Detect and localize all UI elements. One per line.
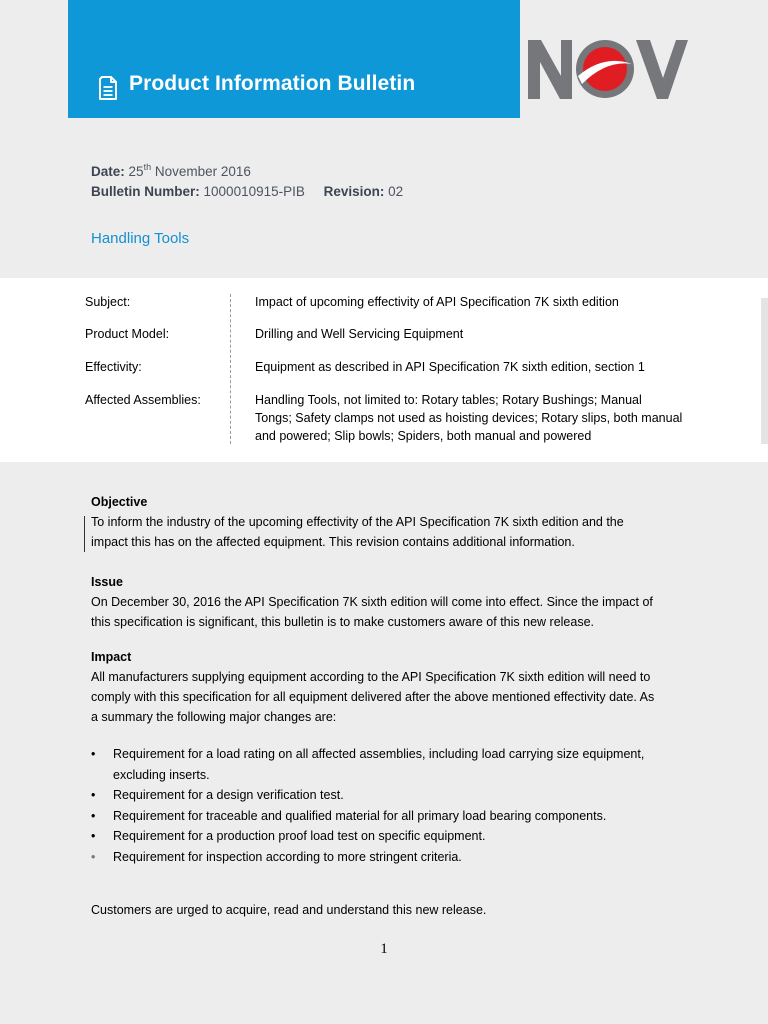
list-item-text: Requirement for a production proof load test on specific equipment.: [113, 829, 486, 843]
list-item-text: Requirement for inspection according to more stringent criteria.: [113, 849, 462, 864]
issue-line: this specification is significant, this bulletin is to make customers aware of this new release.: [91, 615, 595, 629]
objective-heading: Objective: [91, 495, 148, 509]
list-item: [91, 847, 681, 868]
impact-section: [91, 647, 691, 727]
bullet-icon: •: [91, 808, 96, 823]
issue-heading: Issue: [91, 575, 123, 589]
header-banner: [68, 0, 520, 118]
subject-label: Subject:: [85, 295, 131, 309]
date-rest: November 2016: [154, 164, 251, 179]
impact-line: All manufacturers supplying equipment according to the API Specification 7K sixth edition will need to: [91, 670, 651, 684]
date-suffix: th: [143, 161, 152, 172]
objective-line: impact this has on the affected equipment. This revision contains additional information.: [91, 535, 575, 549]
edge-strip: [761, 298, 768, 444]
affected-line: Handling Tools, not limited to: Rotary tables; Rotary Bushings; Manual: [255, 393, 642, 407]
bulletin-value: 1000010915-PIB: [203, 184, 305, 199]
product-model-value: Drilling and Well Servicing Equipment: [255, 327, 464, 341]
page-title: Product Information Bulletin: [129, 72, 416, 95]
impact-heading: Impact: [91, 650, 132, 664]
bullet-icon: •: [91, 747, 96, 761]
list-item-text: Requirement for a design verification test.: [113, 788, 344, 802]
issue-line: On December 30, 2016 the API Specification 7K sixth edition will come into effect. Since the impact of: [91, 595, 653, 609]
subject-value: Impact of upcoming effectivity of API Specification 7K sixth edition: [255, 295, 619, 309]
page-number: 1: [380, 941, 388, 957]
objective-line: To inform the industry of the upcoming effectivity of the API Specification 7K sixth edition and the: [91, 515, 624, 529]
impact-line: comply with this specification for all equipment delivered after the above mentioned effectivity date. As: [91, 690, 655, 704]
bullet-icon: •: [91, 829, 96, 843]
effectivity-label: Effectivity:: [85, 360, 142, 374]
date-line: [91, 162, 403, 182]
closing-text: Customers are urged to acquire, read and understand this new release.: [91, 903, 487, 917]
bullet-icon: •: [91, 788, 96, 802]
date-label: Date:: [91, 164, 125, 179]
list-item: [91, 826, 681, 847]
revision-label: Revision:: [323, 184, 385, 199]
changes-list: [91, 744, 681, 867]
list-item-text: Requirement for traceable and qualified material for all primary load bearing components.: [113, 808, 607, 823]
effectivity-value: Equipment as described in API Specification 7K sixth edition, section 1: [255, 360, 645, 374]
impact-line: a summary the following major changes are:: [91, 710, 337, 724]
affected-label: Affected Assemblies:: [85, 393, 201, 407]
list-item-text: Requirement for a load rating on all affected assemblies, including load carrying size equipment,: [113, 747, 645, 761]
affected-line: Tongs; Safety clamps not used as hoisting devices; Rotary slips, both manual: [255, 411, 683, 425]
bullet-icon: •: [91, 849, 96, 864]
revision-value: 02: [388, 184, 404, 199]
bulletin-label: Bulletin Number:: [91, 184, 200, 199]
affected-value: [255, 391, 695, 445]
product-model-label: Product Model:: [85, 327, 170, 341]
section-title: Handling Tools: [91, 230, 190, 247]
info-table: [0, 278, 768, 462]
date-day: 25: [128, 164, 144, 179]
objective-section: [91, 492, 691, 552]
list-item: [91, 785, 681, 806]
list-item-text: excluding inserts.: [113, 767, 210, 782]
text-cursor: [84, 516, 85, 552]
affected-line: and powered; Slip bowls; Spiders, both manual and powered: [255, 429, 592, 443]
issue-section: [91, 572, 691, 632]
company-logo: [526, 38, 688, 100]
list-item: [91, 744, 681, 785]
column-divider: [230, 294, 231, 444]
document-icon: [98, 76, 118, 101]
bulletin-meta: [91, 162, 403, 202]
bulletin-line: [91, 182, 403, 202]
list-item: [91, 806, 681, 827]
